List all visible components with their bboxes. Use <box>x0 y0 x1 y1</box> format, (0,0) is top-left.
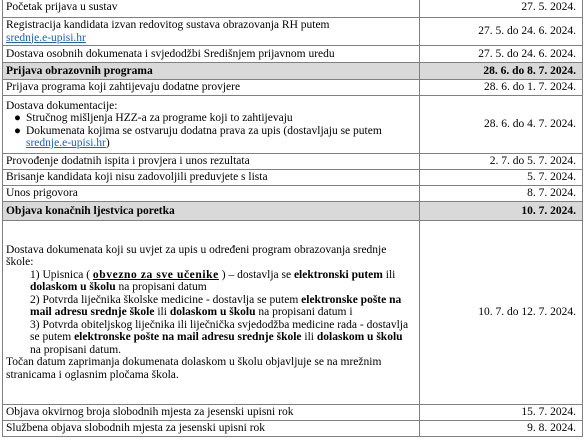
row-description: Brisanje kandidata koji nisu zadovoljili preduvjete s lista <box>3 170 420 186</box>
row-date: 10. 7. 2024. <box>420 202 583 221</box>
documents-outro: Točan datum zaprimanja dokumenata dolaskom u školu objavljuje se na mrežnim stranicama i oglasnim pločama škola. <box>6 356 382 381</box>
bullet-icon: ● <box>14 112 21 124</box>
row-date: 15. 7. 2024. <box>420 405 583 421</box>
row-description: Prijava obrazovnih programa <box>3 63 420 80</box>
document-item-2: 2) Potvrda liječnika školske medicine - dostavlja se putem elektronske pošte na mail adresu srednje škole ili dolaskom u školu na propisani datum i <box>30 293 402 319</box>
e-upisi-link[interactable]: srednje.e-upisi.hr <box>6 31 86 44</box>
table-row <box>3 96 583 154</box>
row-date: 2. 7. do 5. 7. 2024. <box>420 154 583 170</box>
row-description: Službena objava slobodnih mjesta za jesenski upisni rok <box>3 421 420 437</box>
documents-intro: Dostava dokumenata koji su uvjet za upis u određeni program obrazovanja srednje škole: <box>6 243 387 269</box>
table-row <box>3 221 583 405</box>
table-row <box>3 421 583 437</box>
table-row <box>3 170 583 186</box>
row-date: 28. 6. do 4. 7. 2024. <box>420 96 583 154</box>
documentation-heading: Dostava dokumentacije: <box>6 99 118 112</box>
row-date: 9. 8. 2024. <box>420 421 583 437</box>
table-row-highlight <box>3 63 583 80</box>
row-date: 28. 6. do 1. 7. 2024. <box>420 80 583 96</box>
table-row <box>3 186 583 202</box>
table-row <box>3 80 583 96</box>
bullet-item <box>6 125 415 150</box>
row-date: 27. 5. do 24. 6. 2024. <box>420 18 583 46</box>
row-description <box>3 18 420 46</box>
document-item-3: 3) Potvrda obiteljskog liječnika ili liječnička svjedodžba medicine rada - dostavlja se putem elektronske pošte na mail adresu srednje škole ili dolaskom u školu na propisani datum. <box>30 318 409 356</box>
document-item-1: 1) Upisnica ( obvezno za sve učenike ) – dostavlja se elektronski putem ili dolaskom u školu na propisani datum <box>30 268 396 294</box>
row-description: Prijava programa koji zahtijevaju dodatne provjere <box>3 80 420 96</box>
row-description: Početak prijava u sustav <box>3 0 420 18</box>
row-date: 8. 7. 2024. <box>420 186 583 202</box>
row-description <box>3 96 420 154</box>
row-description: Objava okvirnog broja slobodnih mjesta za jesenski upisni rok <box>3 405 420 421</box>
table-row-highlight <box>3 202 583 221</box>
row-description: Provođenje dodatnih ispita i provjera i unos rezultata <box>3 154 420 170</box>
enrollment-schedule-table <box>2 0 583 437</box>
bullet-text: Dokumenata kojima se ostvaruju dodatna prava za upis (dostavljaju se putem srednje.e-upisi.hr) <box>26 124 382 149</box>
row-date: 28. 6. do 8. 7. 2024. <box>420 63 583 80</box>
table-row <box>3 46 583 63</box>
bullet-item <box>6 112 415 125</box>
row-description: Objava konačnih ljestvica poretka <box>3 202 420 221</box>
row-text: Registracija kandidata izvan redovitog sustava obrazovanja RH putem <box>6 19 330 31</box>
row-date: 27. 5. 2024. <box>420 0 583 18</box>
table-row <box>3 18 583 46</box>
bullet-text: Stručnog mišljenja HZZ-a za programe koji to zahtijevaju <box>26 112 293 124</box>
e-upisi-link[interactable]: srednje.e-upisi.hr <box>26 137 106 149</box>
row-date: 5. 7. 2024. <box>420 170 583 186</box>
row-description: Dostava osobnih dokumenata i svjedodžbi Središnjem prijavnom uredu <box>3 46 420 63</box>
table-row <box>3 405 583 421</box>
row-date: 27. 5. do 24. 6. 2024. <box>420 46 583 63</box>
row-date: 10. 7. do 12. 7. 2024. <box>420 221 583 405</box>
bullet-icon: ● <box>14 124 21 137</box>
row-description <box>3 221 420 405</box>
table-row <box>3 154 583 170</box>
table-row <box>3 0 583 18</box>
row-description: Unos prigovora <box>3 186 420 202</box>
